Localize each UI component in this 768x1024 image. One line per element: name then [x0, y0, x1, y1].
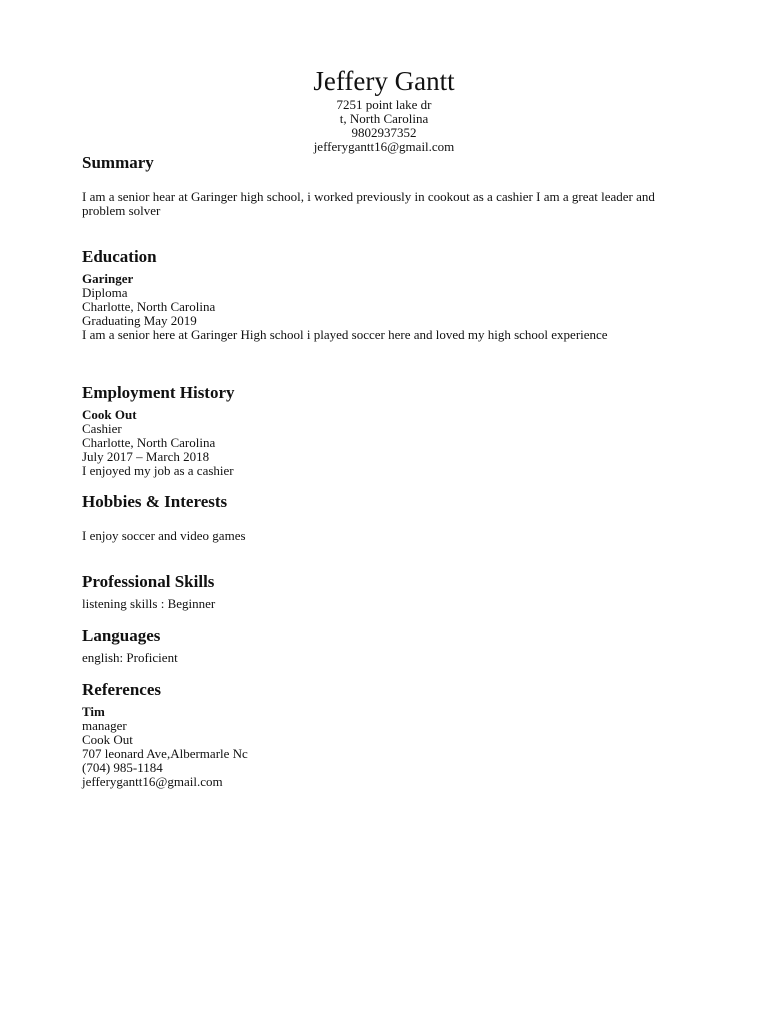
reference-role: manager: [82, 718, 127, 733]
languages-heading: Languages: [82, 626, 161, 645]
education-degree: Diploma: [82, 285, 128, 300]
candidate-name: Jeffery Gantt: [313, 66, 455, 96]
education-graduation: Graduating May 2019: [82, 313, 197, 328]
employment-employer: Cook Out: [82, 407, 137, 422]
education-school: Garinger: [82, 271, 134, 286]
employment-dates: July 2017 – March 2018: [82, 449, 210, 464]
reference-address: 707 leonard Ave,Albermarle Nc: [82, 746, 248, 761]
skills-section: [82, 572, 692, 611]
employment-section: [82, 383, 692, 478]
summary-text: I am a senior hear at Garinger high school, i worked previously in cookout as a cashier I am a great leader and problem solver: [82, 189, 655, 218]
employment-heading: Employment History: [82, 383, 235, 402]
hobbies-text: I enjoy soccer and video games: [82, 528, 246, 543]
reference-email: jefferygantt16@gmail.com: [82, 774, 223, 789]
hobbies-section: [82, 492, 692, 543]
employment-title: Cashier: [82, 421, 122, 436]
reference-phone: (704) 985-1184: [82, 760, 163, 775]
summary-section: [82, 153, 692, 218]
reference-name: Tim: [82, 704, 105, 719]
contact-phone: 9802937352: [351, 125, 417, 140]
education-heading: Education: [82, 247, 157, 266]
employment-location: Charlotte, North Carolina: [82, 435, 216, 450]
skills-heading: Professional Skills: [82, 572, 215, 591]
contact-city: t, North Carolina: [339, 111, 429, 126]
resume-header: [0, 64, 768, 154]
skills-text: listening skills : Beginner: [82, 596, 216, 611]
reference-company: Cook Out: [82, 732, 133, 747]
references-heading: References: [82, 680, 161, 699]
hobbies-heading: Hobbies & Interests: [82, 492, 228, 511]
education-location: Charlotte, North Carolina: [82, 299, 216, 314]
contact-email: jefferygantt16@gmail.com: [313, 139, 455, 154]
education-section: [82, 247, 692, 342]
contact-address: 7251 point lake dr: [336, 97, 432, 112]
languages-section: [82, 626, 692, 665]
employment-description: I enjoyed my job as a cashier: [82, 463, 234, 478]
summary-heading: Summary: [82, 153, 154, 172]
references-section: [82, 680, 692, 789]
education-description: I am a senior here at Garinger High school i played soccer here and loved my high school experience: [82, 327, 608, 342]
languages-text: english: Proficient: [82, 650, 178, 665]
